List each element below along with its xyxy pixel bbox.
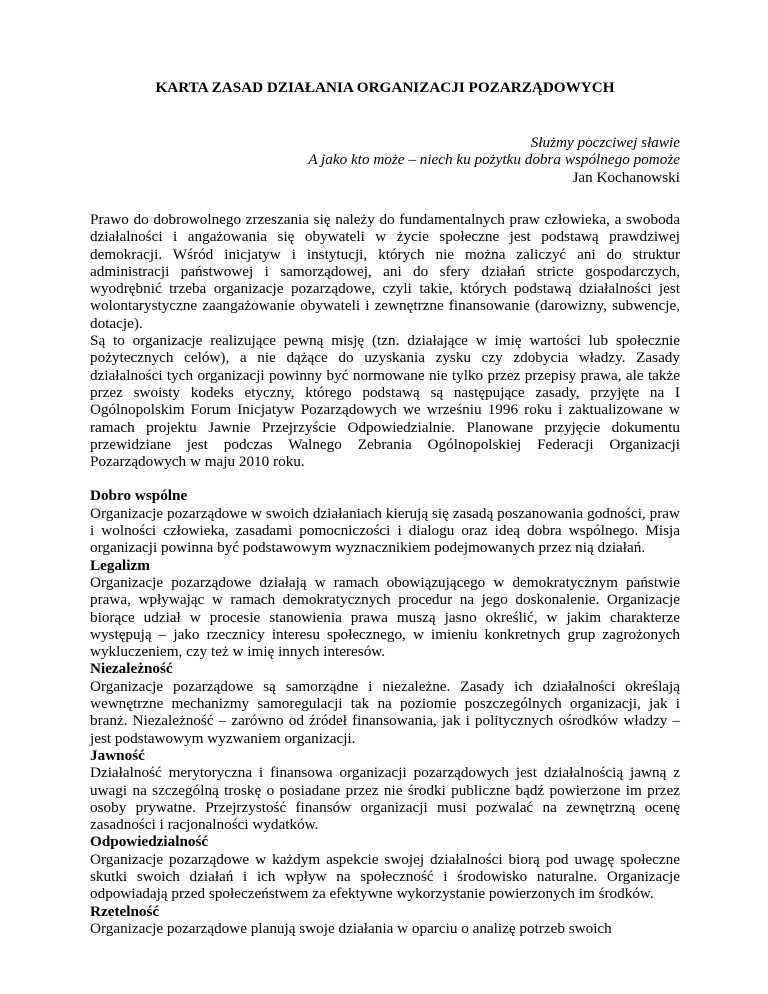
intro-paragraph-2: Są to organizacje realizujące pewną misję (tzn. działające w imię wartości lub społecznie pożytecznych celów), a nie dążące do uzyskania zysku czy zdobycia władzy. Zasady działalności tych organizacji powinny być normowane nie tylko przez przepisy prawa, ale także przez swoisty kodeks etyczny, którego podstawą są następujące zasady, przyjęte na I Ogólnopolskim Forum Inicjatyw Pozarządowych we wrześniu 1996 roku i zaktualizowane w ramach projektu Jawnie Przejrzyście Odpowiedzialnie. Planowane przyjęcie dokumentu przewidziane jest podczas Walnego Zebrania Ogólnopolskiej Federacji Organizacji Pozarządowych w maju 2010 roku. bbox=[90, 332, 680, 471]
document-title: KARTA ZASAD DZIAŁANIA ORGANIZACJI POZARZĄDOWYCH bbox=[155, 79, 615, 96]
principle-heading-legalizm: Legalizm bbox=[90, 556, 150, 574]
principle-text-legalizm: Organizacje pozarządowe działają w ramach obowiązującego w demokratycznym państwie prawa, wpływając w ramach demokratycznych procedur na jego doskonalenie. Organizacje biorące udział w procesie stanowienia prawa muszą jasno określić, w jakim charakterze występują – jako rzecznicy interesu społecznego, w imieniu konkretnych grup zagrożonych wykluczeniem, czy też w imię innych interesów. bbox=[90, 573, 680, 661]
principle-heading-rzetelnosc: Rzetelność bbox=[90, 902, 160, 920]
principle-heading-odpowiedzialnosc: Odpowiedzialność bbox=[90, 833, 209, 851]
principle-heading-niezaleznosc: Niezależność bbox=[90, 660, 173, 678]
motto bbox=[90, 134, 680, 186]
motto-line-1: Służmy poczciwej sławie bbox=[530, 134, 680, 151]
principles-list bbox=[90, 487, 680, 937]
principle-text-odpowiedzialnosc: Organizacje pozarządowe w każdym aspekcie swojej działalności biorą pod uwagę społeczne skutki swoich działań i ich wpływ na społeczność i środowisko naturalne. Organizacje odpowiadają przed społeczeństwem za efektywne wykorzystanie powierzonych im środków. bbox=[90, 850, 680, 903]
principle-text-rzetelnosc: Organizacje pozarządowe planują swoje działania w oparciu o analizę potrzeb swoich bbox=[90, 919, 612, 937]
principle-text-jawnosc: Działalność merytoryczna i finansowa organizacji pozarządowych jest działalnością jawną z uwagi na szczególną troskę o posiadane przez nie środki publiczne bądź powierzone im przez osoby prywatne. Przejrzystość finansów organizacji musi pozwalać na zewnętrzną ocenę zasadności i racjonalności wydatków. bbox=[90, 764, 680, 834]
principle-heading-jawnosc: Jawność bbox=[90, 746, 145, 764]
intro-paragraph-1: Prawo do dobrowolnego zrzeszania się należy do fundamentalnych praw człowieka, a swoboda działalności i angażowania się obywateli w życie społeczne jest podstawą prawdziwej demokracji. Wśród inicjatyw i instytucji, których nie można zaliczyć ani do struktur administracji państwowej i samorządowej, ani do sfery działań stricte gospodarczych, wyodrębnić trzeba organizacje pozarządowe, czyli takie, których podstawą działalności jest wolontarystyczne zaangażowanie obywateli i zewnętrzne finansowanie (darowizny, subwencje, dotacje). bbox=[90, 211, 680, 332]
principle-text-dobro-wspolne: Organizacje pozarządowe w swoich działaniach kierują się zasadą poszanowania godności, praw i wolności człowieka, zasadami pomocniczości i dialogu oraz ideą dobra wspólnego. Misja organizacji powinna być podstawowym wyznacznikiem podejmowanych przez nią działań. bbox=[90, 504, 680, 557]
document-body bbox=[90, 211, 680, 937]
motto-author: Jan Kochanowski bbox=[572, 168, 680, 186]
principle-heading-dobro-wspolne: Dobro wspólne bbox=[90, 487, 188, 505]
principle-text-niezaleznosc: Organizacje pozarządowe są samorządne i niezależne. Zasady ich działalności określają wewnętrzne mechanizmy samoregulacji tak na poziomie poszczególnych organizacji, jak i branż. Niezależność – zarówno od źródeł finansowania, jak i politycznych ośrodków władzy – jest podstawowym wyzwaniem organizacji. bbox=[90, 677, 680, 747]
motto-line-2: A jako kto może – niech ku pożytku dobra wspólnego pomoże bbox=[308, 151, 680, 169]
